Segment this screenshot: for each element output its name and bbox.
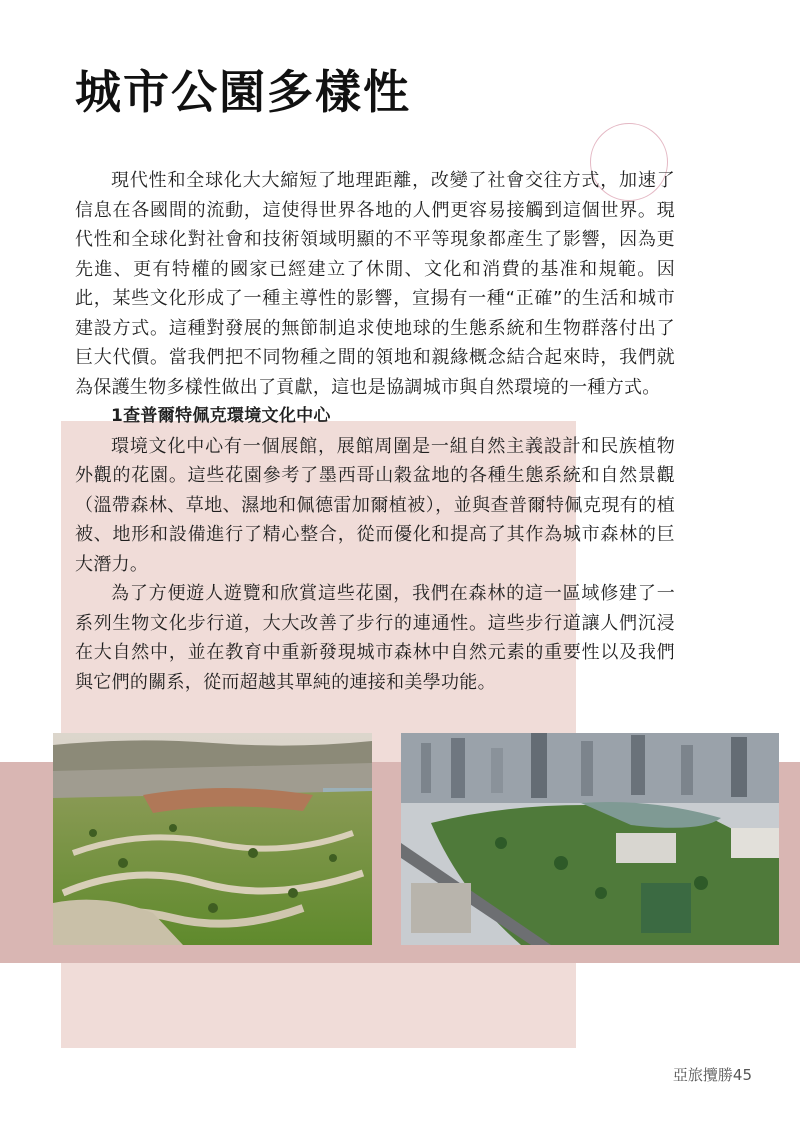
section-paragraph-1: 環境文化中心有一個展館，展館周圍是一組自然主義設計和民族植物外觀的花園。這些花園參考了墨西哥山穀盆地的各種生態系統和自然景觀（溫帶森林、草地、濕地和佩德雷加爾植被），並與查普爾特佩克現有的植被、地形和設備進行了精心整合，從而優化和提高了其作為城市森林的巨大潛力。 [75, 435, 675, 575]
article-body [75, 166, 675, 697]
park-aerial-photo-left [53, 733, 372, 945]
section-heading: 1查普爾特佩克環境文化中心 [111, 406, 331, 426]
city-park-aerial-photo-right [401, 733, 779, 945]
section-paragraph-2: 為了方便遊人遊覽和欣賞這些花園，我們在森林的這一區域修建了一系列生物文化步行道，大大改善了步行的連通性。這些步行道讓人們沉浸在大自然中，並在教育中重新發現城市森林中自然元素的重要性以及我們與它們的關系，從而超越其單純的連接和美學功能。 [75, 583, 675, 693]
page-footer-number: 亞旅攬勝45 [672, 1066, 752, 1084]
page-title: 城市公園多樣性 [75, 65, 411, 119]
intro-paragraph: 現代性和全球化大大縮短了地理距離，改變了社會交往方式，加速了信息在各國間的流動，這使得世界各地的人們更容易接觸到這個世界。現代性和全球化對社會和技術領域明顯的不平等現象都產生了影響，因為更先進、更有特權的國家已經建立了休閒、文化和消費的基准和規範。因此，某些文化形成了一種主導性的影響，宣揚有一種“正確”的生活和城市建設方式。這種對發展的無節制追求使地球的生態系統和生物群落付出了巨大代價。當我們把不同物種之間的領地和親緣概念結合起來時，我們就為保護生物多樣性做出了貢獻，這也是協調城市與自然環境的一種方式。 [75, 170, 675, 398]
